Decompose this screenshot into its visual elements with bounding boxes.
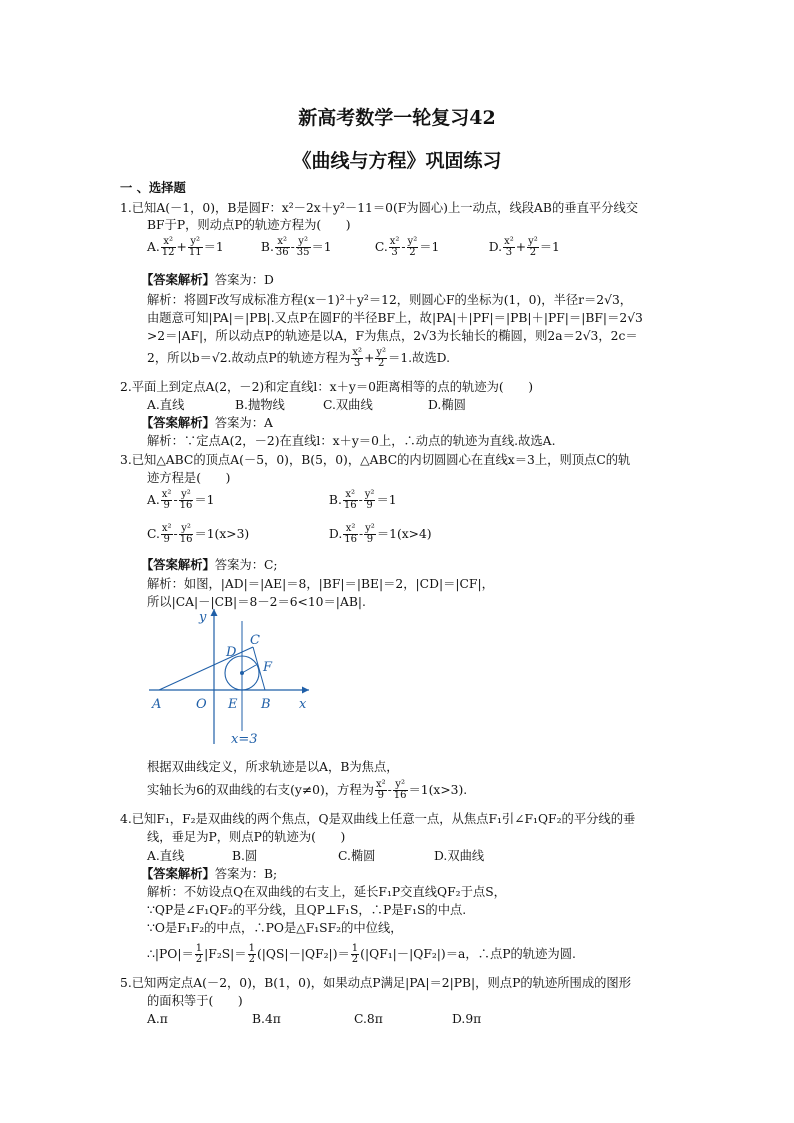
- q3-solution-line2: 所以|CA|－|CB|＝8－2＝6<10＝|AB|.: [147, 595, 366, 609]
- q4-solution-line3: ∵O是F₁F₂的中点，∴PO是△F₁SF₂的中位线，: [147, 921, 403, 935]
- page-subtitle: 《曲线与方程》巩固练习: [292, 150, 502, 172]
- section-heading: 一 、选择题: [120, 180, 186, 195]
- q4-answer: 【答案解析】答案为：B;: [141, 866, 278, 881]
- q5-options: [147, 1011, 481, 1027]
- q2-stem: 2.平面上到定点A(2，－2)和定直线l：x＋y＝0距离相等的点的轨迹为( ): [120, 380, 534, 394]
- q3-option-b: B. $\frac{\text{x²}}{16}$ - $\frac{\text{y²}}{9}$ ＝1: [328, 489, 397, 511]
- label-e: E: [228, 697, 238, 712]
- q5-stem-line1: 5.已知两定点A(－2，0)，B(1，0)，如果动点P满足|PA|＝2|PB|，则点P的轨迹所围成的图形: [120, 976, 632, 990]
- q3-stem-line1: 3.已知△ABC的顶点A(－5，0)，B(5，0)，△ABC的内切圆圆心在直线x＝3上，则顶点C的轨: [120, 453, 631, 467]
- page-title: 新高考数学一轮复习42: [298, 107, 496, 129]
- q1-option-d: D. $\frac{\text{x²}}{3}$ + $\frac{\text{y²}}{2}$ ＝1: [488, 236, 560, 258]
- q3-answer: 【答案解析】答案为：C;: [141, 557, 278, 572]
- q2-option-c: C.双曲线: [323, 398, 373, 412]
- q3-options-row1: [147, 490, 397, 511]
- q4-option-c: C.椭圆: [338, 849, 376, 863]
- q5-option-a: A.π: [147, 1012, 168, 1026]
- q5-option-d: D.9π: [452, 1012, 482, 1026]
- q2-option-b: B.抛物线: [235, 398, 285, 412]
- q4-option-d: D.双曲线: [434, 849, 485, 863]
- label-x-eq-3: x=3: [231, 732, 258, 747]
- q4-options: [147, 848, 484, 864]
- q2-options: [147, 397, 466, 413]
- q1-option-a: A. $\frac{\text{x²}}{12}$ + $\frac{\text{y²}}{11}$ ＝1: [147, 236, 224, 258]
- q1-options: [147, 237, 560, 258]
- label-a: A: [152, 697, 162, 712]
- label-o: O: [196, 697, 207, 712]
- q5-option-c: C.8π: [354, 1012, 383, 1026]
- label-y: y: [199, 610, 207, 625]
- q3-option-a: A. $\frac{\text{x²}}{9}$ - $\frac{\text{y²}}{16}$ ＝1: [147, 489, 215, 511]
- q3-options-row2: [147, 524, 432, 545]
- q3-stem-line2: 迹方程是( ): [147, 471, 231, 485]
- q1-solution-line2: 由题意可知|PA|＝|PB|.又点P在圆F的半径BF上，故|PA|＋|PF|＝|PB|＋|PF|＝|BF|＝2√3: [147, 311, 643, 325]
- q1-solution-line3: >2＝|AF|，所以动点P的轨迹是以A，F为焦点，2√3为长轴长的椭圆，则2a＝2√3，2c＝: [147, 329, 638, 343]
- q2-answer: 【答案解析】答案为：A: [141, 415, 273, 430]
- q2-solution: 解析：∵定点A(2，－2)在直线l：x＋y＝0上，∴动点的轨迹为直线.故选A.: [147, 434, 556, 448]
- q1-solution-line4: 2，所以b＝√2.故动点P的轨迹方程为 $\frac{\text{x²}}{3}$ + $\frac{\text{y²}}{2}$ ＝1.故选D.: [147, 347, 450, 369]
- label-x: x: [299, 697, 307, 712]
- q1-stem-line1: 1.已知A(－1，0)，B是圆F：x²－2x＋y²－11＝0(F为圆心)上一动点，线段AB的垂直平分线交: [120, 201, 639, 215]
- label-c: C: [250, 633, 260, 648]
- incircle-figure: [147, 603, 315, 748]
- label-f: F: [263, 660, 273, 675]
- q1-option-c: C. $\frac{\text{x²}}{3}$ - $\frac{\text{y²}}{2}$ ＝1: [374, 236, 440, 258]
- q1-answer: 【答案解析】答案为：D: [141, 272, 274, 287]
- q1-solution-line1: 解析：将圆F改写成标准方程(x－1)²＋y²＝12，则圆心F的坐标为(1，0)，半径r＝2√3，: [147, 293, 633, 307]
- q2-option-d: D.椭圆: [428, 398, 466, 412]
- q4-stem-line2: 线，垂足为P，则点P的轨迹为( ): [147, 830, 346, 844]
- label-b: B: [261, 697, 271, 712]
- q2-option-a: A.直线: [147, 398, 185, 412]
- q4-stem-line1: 4.已知F₁，F₂是双曲线的两个焦点，Q是双曲线上任意一点，从焦点F₁引∠F₁QF₂的平分线的垂: [120, 812, 636, 826]
- q4-solution-line4: ∴|PO|＝ $\frac{1}{2}$ |F₂S|＝ $\frac{1}{2}$ (|QS|－|QF₂|)＝ $\frac{1}{2}$ (|QF₁|－|QF₂|)＝a，∴点P的轨迹为圆.: [147, 943, 576, 965]
- segment-ac: [159, 647, 253, 690]
- q4-option-a: A.直线: [147, 849, 185, 863]
- q5-stem-line2: 的面积等于( ): [147, 994, 243, 1008]
- q3-option-c: C. $\frac{\text{x²}}{9}$ - $\frac{\text{y²}}{16}$ ＝1(x>3): [147, 523, 250, 545]
- q3-option-d: D. $\frac{\text{x²}}{16}$ - $\frac{\text{y²}}{9}$ ＝1(x>4): [328, 523, 432, 545]
- q3-solution-line3: 根据双曲线定义，所求轨迹是以A，B为焦点，: [147, 760, 399, 774]
- q5-option-b: B.4π: [252, 1012, 281, 1026]
- q3-solution-line1: 解析：如图，|AD|＝|AE|＝8，|BF|＝|BE|＝2，|CD|＝|CF|，: [147, 577, 494, 591]
- q4-option-b: B.圆: [232, 849, 258, 863]
- radius: [242, 665, 256, 673]
- q1-stem-line2: BF于P，则动点P的轨迹方程为( ): [147, 218, 351, 232]
- q4-solution-line2: ∵QP是∠F₁QF₂的平分线，且QP⊥F₁S，∴P是F₁S的中点.: [147, 903, 467, 917]
- q4-solution-line1: 解析：不妨设点Q在双曲线的右支上，延长F₁P交直线QF₂于点S，: [147, 885, 506, 899]
- label-d: D: [226, 645, 237, 660]
- q3-solution-line4: 实轴长为6的双曲线的右支(y≠0)，方程为 $\frac{\text{x²}}{9}$ - $\frac{\text{y²}}{16}$ ＝1(x>3).: [147, 779, 468, 801]
- q1-option-b: B. $\frac{\text{x²}}{36}$ - $\frac{\text{y²}}{35}$ ＝1: [260, 236, 332, 258]
